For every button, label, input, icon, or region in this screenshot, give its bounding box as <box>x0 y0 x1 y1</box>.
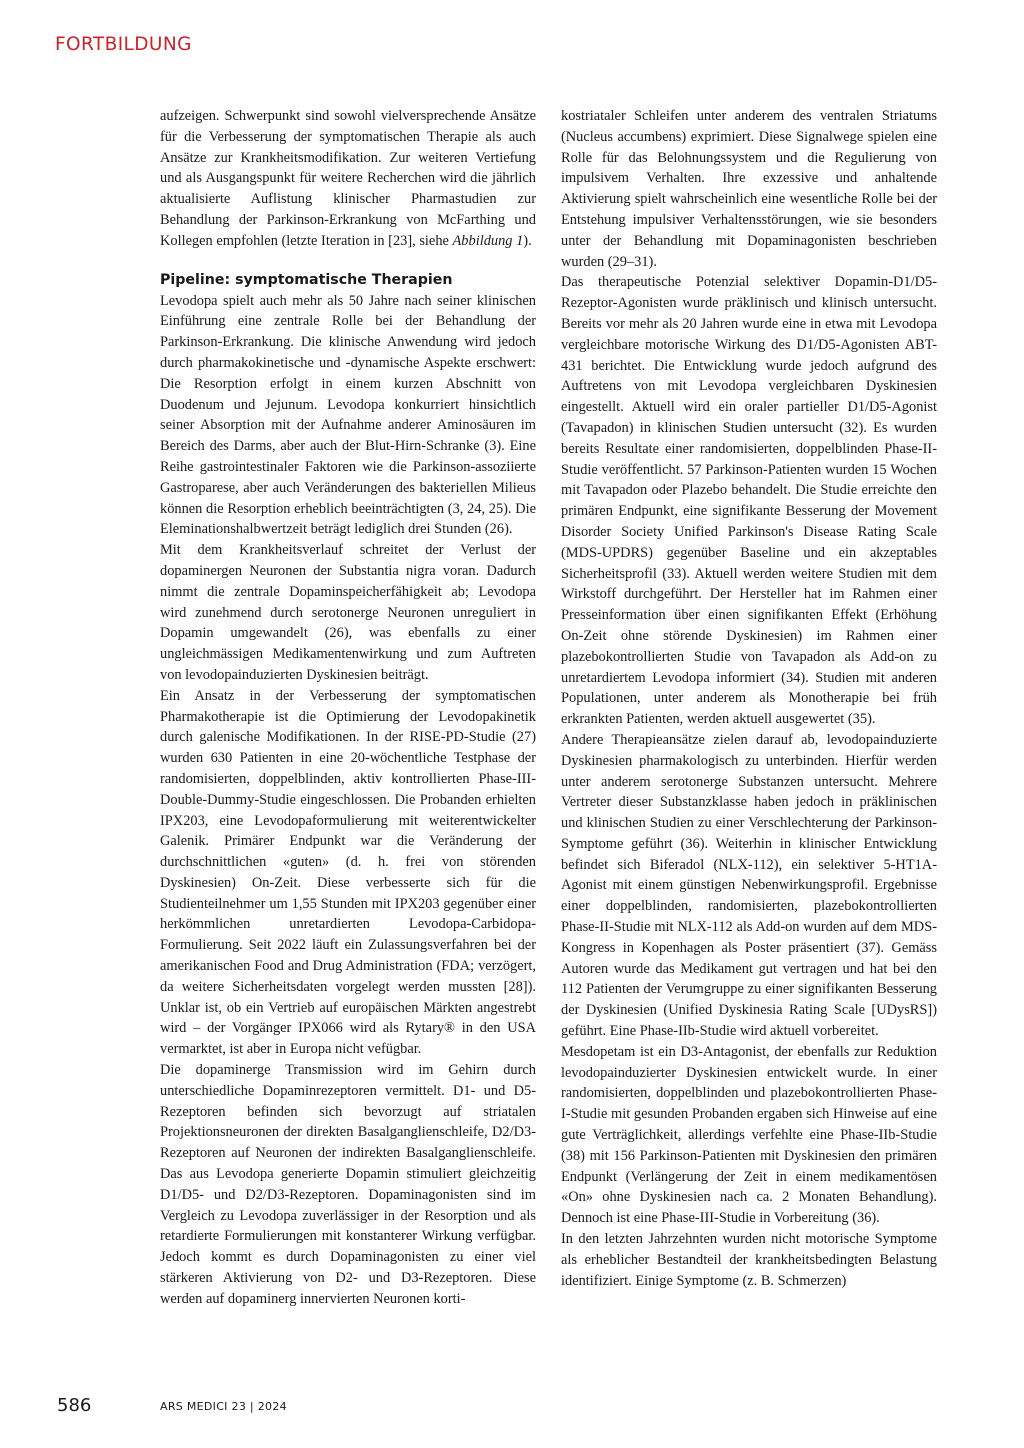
paragraph: In den letzten Jahrzehnten wurden nicht motorische Symptome als erheblicher Bestandteil der krankheitsbedingten Belastung identifiziert. Einige Symptome (z. B. Schmerzen) <box>561 1231 937 1289</box>
paragraph: Die dopaminerge Transmission wird im Gehirn durch unterschiedliche Dopaminrezeptoren vermittelt. D1- und D5-Rezeptoren befinden sich bevorzugt auf striatalen Projektionsneuronen der direkten Basalganglienschleife, D2/D3-Rezeptoren auf Neuronen der indirekten Basalganglienschleife. Das aus Levodopa generierte Dopamin stimuliert gleichzeitig D1/D5- und D2/D3-Rezeptoren. Dopaminagonisten sind im Vergleich zu Levodopa zuverlässiger in der Resorption und als retardierte Formulierungen mit konstanterer Wirkung verfügbar. Jedoch kommt es durch Dopaminagonisten zu einer viel stärkeren Aktivierung von D2- und D3-Rezeptoren. Diese werden auf dopaminerg innervierten Neuronen korti- <box>160 1062 536 1307</box>
paragraph: Mesdopetam ist ein D3-Antagonist, der ebenfalls zur Reduktion levodopainduzierter Dyskinesien entwickelt wurde. In einer randomisierten, doppelblinden und plazebokontrollierten Phase-I-Studie mit gesunden Probanden ergaben sich Hinweise auf eine gute Verträglichkeit, allerdings verfehlte eine Phase-IIb-Studie (38) mit 156 Parkinson-Patienten mit Dyskinesien den primären Endpunkt (Verlängerung der Zeit in einem medikamentösen «On» ohne Dyskinesien nach ca. 2 Monaten Behandlung). Dennoch ist eine Phase-III-Studie in Vorbereitung (36). <box>561 1043 937 1227</box>
section-heading: Pipeline: symptomatische Therapien <box>160 271 453 288</box>
page-footer <box>57 1395 287 1416</box>
page-number: 586 <box>57 1395 92 1416</box>
section-label: FORTBILDUNG <box>55 34 192 55</box>
paragraph: aufzeigen. Schwerpunkt sind sowohl vielversprechende Ansätze für die Verbesserung der symptomatischen Therapie als auch Ansätze zur Krankheitsmodifikation. Zur weiteren Vertiefung und als Ausgangspunkt für weitere Recherchen wird die jährlich aktualisierte Auflistung klinischer Pharmastudien zur Behandlung der Parkinson-Erkrankung von McFarthing und Kollegen empfohlen (letzte Iteration in [23], siehe Abbildung 1). <box>160 108 536 249</box>
right-column <box>561 106 937 1291</box>
paragraph: Ein Ansatz in der Verbesserung der symptomatischen Pharmakotherapie ist die Optimierung der Levodopakinetik durch galenische Modifikationen. In der RISE-PD-Studie (27) wurden 630 Patienten in eine 20-wöchentliche Testphase der randomisierten, doppelblinden, aktiv kontrollierten Phase-III-Double-Dummy-Studie eingeschlossen. Die Probanden erhielten IPX203, eine Levodopaformulierung mit weiterentwickelter Galenik. Primärer Endpunkt war die Veränderung der durchschnittlichen «guten» (d. h. frei von störenden Dyskinesien) On-Zeit. Diese verbesserte sich für die Studienteilnehmer um 1,55 Stunden mit IPX203 gegenüber einer herkömmlichen unretardierten Levodopa-Carbidopa-Formulierung. Seit 2022 läuft ein Zulassungsverfahren bei der amerikanischen Food and Drug Administration (FDA; verzögert, da weitere Sicherheitsdaten vorgelegt werden mussten [28]). Unklar ist, ob ein Vertrieb auf europäischen Märkten angestrebt wird – der Vorgänger IPX066 wird als Rytary® in den USA vermarktet, ist aber in Europa nicht vefügbar. <box>160 687 536 1058</box>
left-column <box>160 106 536 1310</box>
paragraph: Mit dem Krankheitsverlauf schreitet der Verlust der dopaminergen Neuronen der Substantia nigra voran. Dadurch nimmt die zentrale Dopaminspeicherfähigkeit ab; Levodopa wird zunehmend durch serotonerge Neuronen unreguliert in Dopamin umgewandelt (26), was ebenfalls zu einer ungleichmässigen Medikamentenwirkung und zum Auftreten von levodopainduzierten Dyskinesien beiträgt. <box>160 542 536 683</box>
paragraph: kostriataler Schleifen unter anderem des ventralen Striatums (Nucleus accumbens) exprimiert. Diese Signalwege spielen eine Rolle für das Belohnungssystem und die Regulierung von impulsivem Verhalten. Ihre exzessive und anhaltende Aktivierung spielt wahrscheinlich eine wesentliche Rolle bei der Entstehung impulsiver Verhaltensstörungen, wie sie besonders unter der Behandlung mit Dopaminagonisten beschrieben wurden (29–31). <box>561 108 937 270</box>
paragraph: Das therapeutische Potenzial selektiver Dopamin-D1/D5-Rezeptor-Agonisten wurde präklinisch und klinisch untersucht. Bereits vor mehr als 20 Jahren wurde eine in etwa mit Levodopa vergleichbare motorische Wirkung des D1/D5-Agonisten ABT-431 berichtet. Die Entwicklung wurde jedoch aufgrund des Auftretens von mit Levodopa vergleichbaren Dyskinesien eingestellt. Aktuell wird ein oraler partieller D1/D5-Agonist (Tavapadon) in klinischen Studien untersucht (32). Es wurden bereits Resultate einer randomisierten, doppelblinden Phase-II-Studie veröffentlicht. 57 Parkinson-Patienten wurden 15 Wochen mit Tavapadon oder Plazebo behandelt. Die Studie erreichte den primären Endpunkt, eine signifikante Besserung der Movement Disorder Society Unified Parkinson's Disease Rating Scale (MDS-UPDRS) gegenüber Baseline und ein akzeptables Sicherheitsprofil (33). Aktuell werden weitere Studien mit dem Wirkstoff durchgeführt. Der Hersteller hat im Rahmen einer Presseinformation über einen signifikanten Effekt (Erhöhung On-Zeit ohne störende Dyskinesien) im Rahmen einer plazebokontrollierten Studie von Tavapadon als Add-on zu unretardiertem Levodopa informiert (34). Studien mit anderen Populationen, unter anderem als Monotherapie bei früh erkrankten Patienten, werden aktuell ausgewertet (35). <box>561 274 937 728</box>
figure-reference: Abbildung 1 <box>452 232 524 249</box>
paragraph: Andere Therapieansätze zielen darauf ab, levodopainduzierte Dyskinesien pharmakologisch zu unterbinden. Hierfür werden unter anderem serotonerge Substanzen untersucht. Mehrere Vertreter dieser Substanzklasse haben jedoch in präklinischen und klinischen Studien zu einer Verschlechterung der Parkinson-Symptome geführt (36). Weiterhin in klinischer Entwicklung befindet sich Biferadol (NLX-112), ein selektiver 5-HT1A-Agonist mit einem günstigen Nebenwirkungsprofil. Ergebnisse einer doppelblinden, randomisierten, plazebokontrollierten Phase-II-Studie mit NLX-112 als Add-on wurden auf dem MDS-Kongress in Kopenhagen als Poster präsentiert (37). Gemäss Autoren wurde das Medikament gut vertragen und hat bei den 112 Patienten der Verumgruppe zu einer signifikanten Besserung der Dyskinesien (Unified Dyskinesia Rating Scale [UDysRS]) geführt. Eine Phase-IIb-Studie wird aktuell vorbereitet. <box>561 731 937 1040</box>
journal-issue: ARS MEDICI 23 | 2024 <box>160 1400 287 1413</box>
paragraph: Levodopa spielt auch mehr als 50 Jahre nach seiner klinischen Einführung eine zentrale Rolle bei der Behandlung der Parkinson-Erkrankung. Die klinische Anwendung wird jedoch durch pharmakokinetische und -dynamische Aspekte erschwert: Die Resorption erfolgt in einem kurzen Abschnitt von Duodenum und Jejunum. Levodopa konkurriert hinsichtlich seiner Absorption mit der Aufnahme anderer Aminosäuren im Bereich des Darms, aber auch der Blut-Hirn-Schranke (3). Eine Reihe gastrointestinaler Faktoren wie die Parkinson-assoziierte Gastroparese, aber auch Veränderungen des bakteriellen Milieus können die Resorption erheblich beeinträchtigten (3, 24, 25). Die Eleminationshalbwertzeit beträgt lediglich drei Stunden (26). <box>160 292 536 538</box>
